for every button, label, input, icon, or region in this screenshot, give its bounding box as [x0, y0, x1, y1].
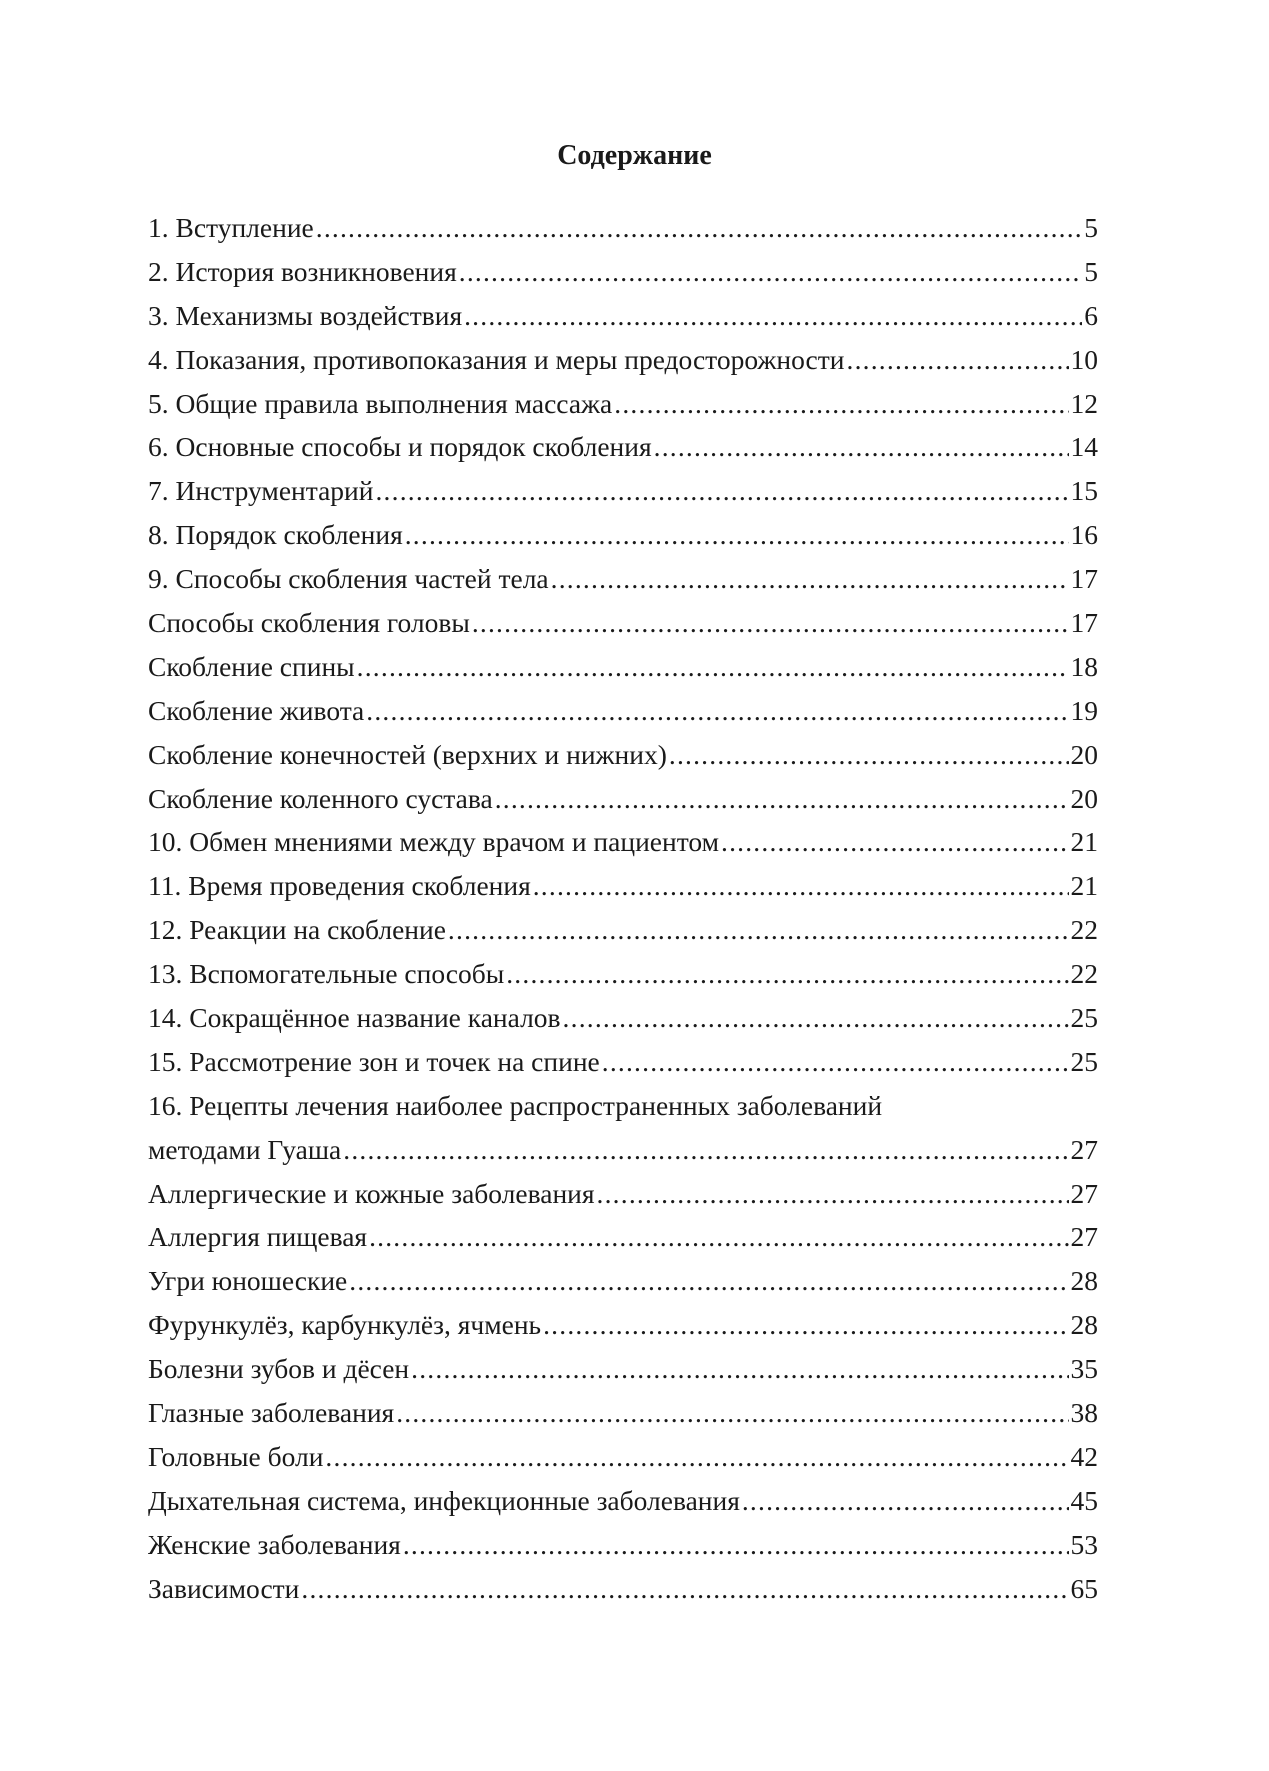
dot-leader	[459, 250, 1083, 294]
toc-entry-label: 7. Инструментарий	[148, 475, 374, 507]
toc-entry-page: 53	[1070, 1528, 1098, 1560]
toc-entry[interactable]	[148, 952, 1098, 996]
toc-entry-label: 3. Механизмы воздействия	[148, 299, 463, 331]
toc-entry-label: Женские заболевания	[148, 1528, 401, 1560]
toc-entry-label: 14. Сокращённое название каналов	[148, 1002, 561, 1034]
toc-entry-page: 5	[1084, 212, 1098, 243]
page-title: Содержание	[557, 140, 712, 171]
dot-leader	[366, 689, 1068, 733]
toc-entry[interactable]	[148, 1435, 1098, 1479]
toc-entry-label: Аллергия пищевая	[148, 1221, 368, 1253]
toc-entry-label: Глазные заболевания	[148, 1397, 395, 1429]
toc-entry-label: Скобление живота	[148, 694, 365, 726]
toc-entry[interactable]	[148, 1347, 1098, 1391]
toc-entry-label: Дыхательная система, инфекционные заболевания	[148, 1484, 740, 1516]
toc-entry[interactable]	[148, 777, 1098, 821]
toc-entry-page: 27	[1070, 1221, 1098, 1253]
toc-entry[interactable]	[148, 1479, 1098, 1523]
dot-leader	[405, 513, 1069, 557]
toc-entry[interactable]	[148, 1172, 1098, 1216]
toc-entry-page: 28	[1070, 1309, 1098, 1341]
dot-leader	[742, 1479, 1069, 1523]
dot-leader	[563, 996, 1069, 1040]
toc-entry-page: 17	[1070, 607, 1098, 639]
toc-entry[interactable]	[148, 294, 1098, 338]
toc-entry-page: 22	[1070, 958, 1098, 990]
toc-entry-label: 10. Обмен мнениями между врачом и пациентом	[148, 826, 719, 858]
toc-entry-page: 16	[1070, 519, 1098, 551]
toc-entry-label: 13. Вспомогательные способы	[148, 958, 505, 990]
toc-entry-page: 45	[1070, 1484, 1098, 1516]
dot-leader	[597, 1172, 1069, 1216]
toc-entry-label: 9. Способы скобления частей тела	[148, 563, 549, 595]
toc-entry-page: 15	[1070, 475, 1098, 507]
toc-entry[interactable]	[148, 382, 1098, 426]
dot-leader	[369, 1215, 1068, 1259]
dot-leader	[357, 645, 1069, 689]
toc-entry[interactable]	[148, 1391, 1098, 1435]
toc-entry-label: 4. Показания, противопоказания и меры предосторожности	[148, 343, 845, 375]
toc-entry-label: 2. История возникновения	[148, 255, 457, 287]
dot-leader	[847, 338, 1069, 382]
toc-entry-label: Зависимости	[148, 1572, 300, 1604]
dot-leader	[448, 908, 1069, 952]
toc-entry-label: Скобление спины	[148, 650, 355, 682]
toc-entry-label: методами Гуаша	[148, 1133, 342, 1165]
toc-entry-page: 35	[1070, 1353, 1098, 1385]
toc-entry-page: 20	[1070, 738, 1098, 770]
toc-entry[interactable]	[148, 250, 1098, 294]
toc-entry-page: 21	[1070, 826, 1098, 858]
toc-entry[interactable]	[148, 645, 1098, 689]
dot-leader	[551, 557, 1069, 601]
toc-entry-page: 21	[1070, 870, 1098, 902]
toc-entry[interactable]	[148, 1303, 1098, 1347]
toc-entry-page: 27	[1070, 1177, 1098, 1209]
toc-entry[interactable]	[148, 820, 1098, 864]
toc-entry-page: 38	[1070, 1397, 1098, 1429]
toc-entry-label: Способы скобления головы	[148, 607, 470, 639]
toc-entry[interactable]	[148, 557, 1098, 601]
table-of-contents	[148, 206, 1098, 1611]
dot-leader	[472, 601, 1069, 645]
toc-entry[interactable]	[148, 425, 1098, 469]
dot-leader	[654, 425, 1069, 469]
toc-entry-page: 17	[1070, 563, 1098, 595]
toc-entry-page: 14	[1070, 431, 1098, 463]
toc-entry-page: 27	[1070, 1133, 1098, 1165]
dot-leader	[533, 864, 1069, 908]
dot-leader	[721, 820, 1069, 864]
toc-entry[interactable]	[148, 469, 1098, 513]
toc-entry[interactable]	[148, 733, 1098, 777]
toc-entry-label: 12. Реакции на скобление	[148, 914, 446, 946]
dot-leader	[543, 1303, 1068, 1347]
toc-entry-label: Аллергические и кожные заболевания	[148, 1177, 595, 1209]
toc-entry[interactable]	[148, 1567, 1098, 1611]
toc-entry-page: 42	[1070, 1440, 1098, 1472]
dot-leader	[316, 206, 1083, 250]
toc-entry[interactable]	[148, 206, 1098, 250]
toc-entry-page: 6	[1084, 299, 1098, 331]
toc-entry[interactable]	[148, 1128, 1098, 1172]
dot-leader	[669, 733, 1069, 777]
toc-entry-label: 16. Рецепты лечения наиболее распространенных заболеваний	[148, 1089, 883, 1121]
dot-leader	[375, 469, 1068, 513]
toc-entry[interactable]	[148, 689, 1098, 733]
toc-entry[interactable]	[148, 864, 1098, 908]
toc-entry-label: Скобление коленного сустава	[148, 782, 493, 814]
toc-entry-page: 18	[1070, 650, 1098, 682]
toc-entry[interactable]	[148, 601, 1098, 645]
dot-leader	[411, 1347, 1068, 1391]
toc-entry-label: Скобление конечностей (верхних и нижних)	[148, 738, 667, 770]
toc-entry-page: 25	[1070, 1002, 1098, 1034]
toc-entry-page: 28	[1070, 1265, 1098, 1297]
toc-entry-label: Болезни зубов и дёсен	[148, 1353, 410, 1385]
toc-entry[interactable]	[148, 996, 1098, 1040]
toc-entry-label: 8. Порядок скобления	[148, 519, 403, 551]
toc-entry[interactable]	[148, 513, 1098, 557]
toc-entry-label: Головные боли	[148, 1440, 324, 1472]
dot-leader	[325, 1435, 1068, 1479]
dot-leader	[602, 1040, 1069, 1084]
dot-leader	[403, 1523, 1069, 1567]
toc-entry[interactable]	[148, 1215, 1098, 1259]
toc-entry-page: 10	[1070, 343, 1098, 375]
toc-entry-label: Фурункулёз, карбункулёз, ячмень	[148, 1309, 542, 1341]
dot-leader	[301, 1567, 1068, 1611]
toc-entry[interactable]	[148, 1259, 1098, 1303]
toc-entry[interactable]	[148, 1084, 1098, 1128]
toc-entry[interactable]	[148, 1523, 1098, 1567]
dot-leader	[506, 952, 1068, 996]
dot-leader	[349, 1259, 1068, 1303]
toc-entry-page: 20	[1070, 782, 1098, 814]
toc-entry-page: 65	[1070, 1572, 1098, 1604]
toc-entry-label: 6. Основные способы и порядок скобления	[148, 431, 652, 463]
toc-entry-page: 19	[1070, 694, 1098, 726]
toc-entry-label: Угри юношеские	[148, 1265, 348, 1297]
toc-entry-page: 25	[1070, 1045, 1098, 1077]
dot-leader	[343, 1128, 1068, 1172]
toc-entry-label: 15. Рассмотрение зон и точек на спине	[148, 1045, 600, 1077]
toc-entry-label: 11. Время проведения скобления	[148, 870, 531, 902]
toc-entry-label: 1. Вступление	[148, 212, 314, 243]
dot-leader	[495, 777, 1069, 821]
dot-leader	[614, 382, 1068, 426]
dot-leader	[396, 1391, 1068, 1435]
toc-entry-page: 22	[1070, 914, 1098, 946]
toc-entry[interactable]	[148, 1040, 1098, 1084]
toc-entry[interactable]	[148, 908, 1098, 952]
toc-entry-page: 12	[1070, 387, 1098, 419]
toc-entry-page: 5	[1084, 255, 1098, 287]
dot-leader	[464, 294, 1082, 338]
toc-entry-label: 5. Общие правила выполнения массажа	[148, 387, 613, 419]
toc-entry[interactable]	[148, 338, 1098, 382]
